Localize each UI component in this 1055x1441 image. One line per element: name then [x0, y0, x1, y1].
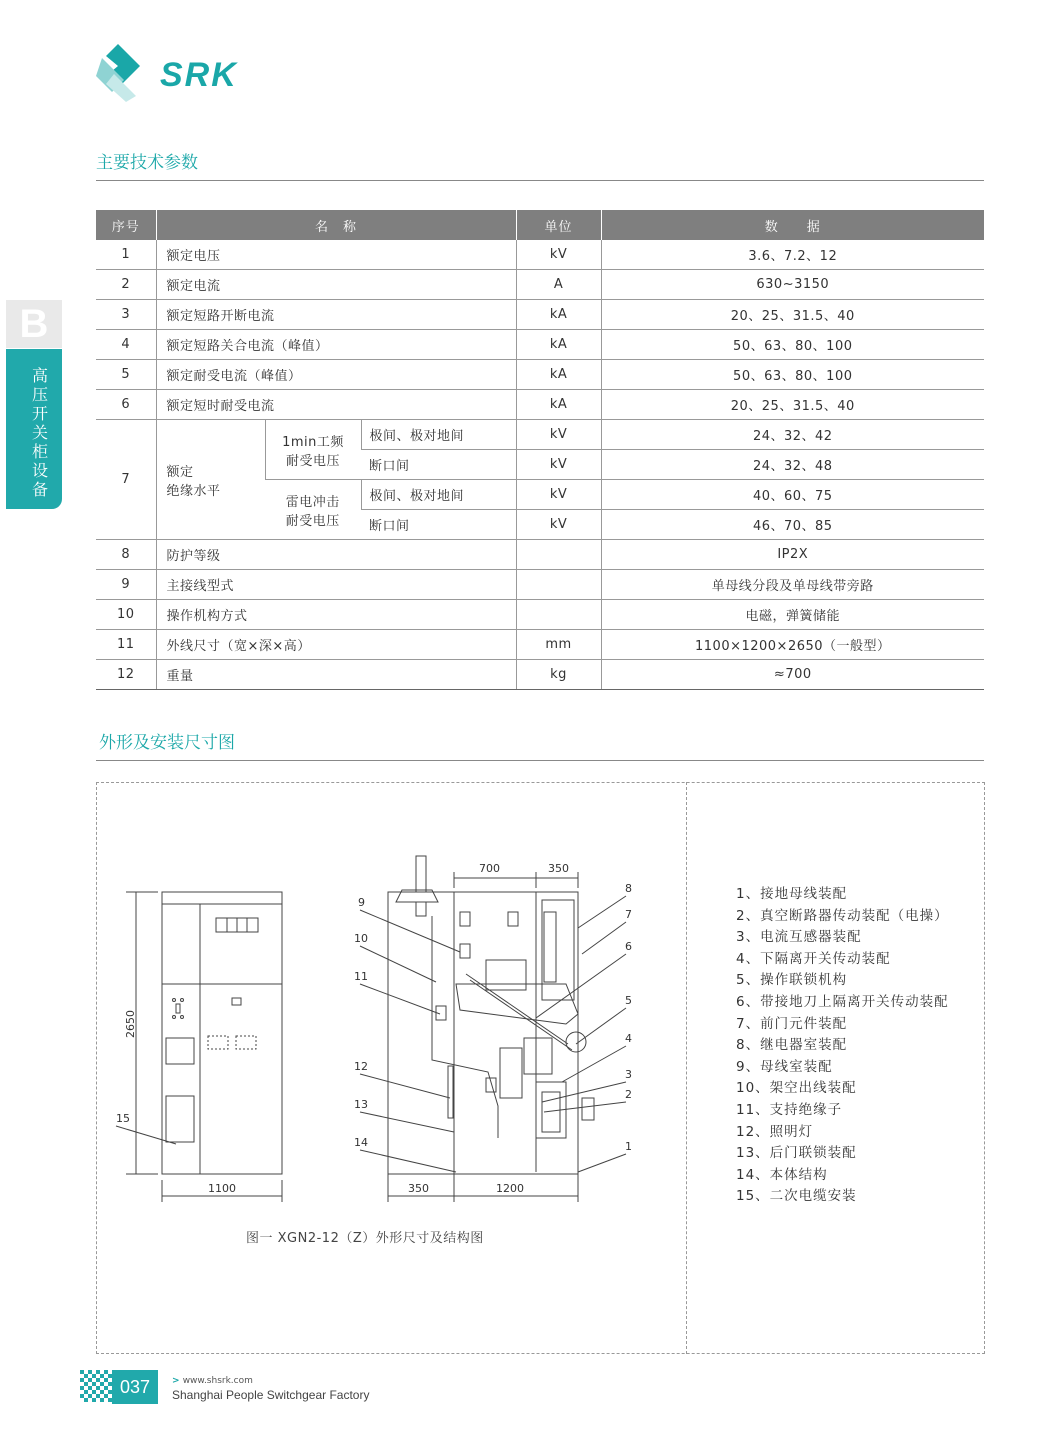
cell-no: 8: [96, 540, 156, 570]
callout-2: 2: [625, 1088, 632, 1101]
cell-sub-label: 断口间: [361, 510, 516, 540]
header-no: 序号: [96, 210, 156, 240]
list-item: 9、母线室装配: [736, 1058, 833, 1075]
header-name: 名 称: [156, 210, 516, 240]
cabinet-drawing: [96, 782, 686, 1222]
cell-unit: mm: [516, 630, 601, 660]
cell-value: 单母线分段及单母线带旁路: [601, 570, 984, 600]
cell-unit: kV: [516, 420, 601, 450]
list-item: 7、前门元件装配: [736, 1015, 848, 1032]
table-row: [96, 420, 984, 450]
table-row: [96, 300, 984, 330]
cell-name: 额定短时耐受电流: [156, 390, 516, 420]
cell-value: 630~3150: [601, 270, 984, 300]
cell-value: 24、32、42: [601, 420, 984, 450]
front-window-upper: [166, 1038, 194, 1064]
section-title-specs: 主要技术参数: [96, 153, 198, 173]
cell-unit: kV: [516, 480, 601, 510]
table-row: [96, 570, 984, 600]
section-title-dimensions: 外形及安装尺寸图: [99, 733, 235, 753]
group1-line2: 耐受电压: [285, 453, 340, 469]
cell-unit: kg: [516, 660, 601, 690]
cell-group: [265, 420, 361, 480]
cell-sub-label: 极间、极对地间: [361, 480, 516, 510]
callout-1: 1: [625, 1140, 632, 1153]
arrow-icon: >: [172, 1376, 183, 1386]
cell-value: 3.6、7.2、12: [601, 240, 984, 270]
cell-unit: A: [516, 270, 601, 300]
cell-name: 外线尺寸（宽×深×高）: [156, 630, 516, 660]
cell-name: 额定短路关合电流（峰值）: [156, 330, 516, 360]
callout-11: 11: [354, 970, 368, 983]
cell-unit: [516, 540, 601, 570]
callout-10: 10: [354, 932, 368, 945]
spec-table: [96, 210, 984, 690]
cell-value: 50、63、80、100: [601, 360, 984, 390]
cell-sub-label: 极间、极对地间: [361, 420, 516, 450]
table-row: [96, 540, 984, 570]
callout-8: 8: [625, 882, 632, 895]
row7-name-line1: 额定: [166, 464, 194, 480]
callout-6: 6: [625, 940, 632, 953]
list-item: 8、继电器室装配: [736, 1037, 848, 1054]
side-tab-letter: B: [6, 300, 62, 348]
cell-no: 6: [96, 390, 156, 420]
footer-pattern-icon: [80, 1370, 112, 1404]
list-item: 14、本体结构: [736, 1166, 828, 1183]
callout-5: 5: [625, 994, 632, 1007]
page-number: 037: [112, 1370, 158, 1404]
cell-no: 4: [96, 330, 156, 360]
group2-line2: 耐受电压: [285, 513, 340, 529]
callout-9: 9: [358, 896, 365, 909]
list-item: 4、下隔离开关传动装配: [736, 950, 891, 967]
cell-no: 11: [96, 630, 156, 660]
table-row: [96, 390, 984, 420]
cell-name: 防护等级: [156, 540, 516, 570]
front-window-lower: [166, 1096, 194, 1142]
parts-list: [736, 884, 949, 1208]
section-divider: [96, 180, 984, 181]
table-row: [96, 240, 984, 270]
brand-logo-text: SRK: [160, 56, 238, 94]
cell-no: 12: [96, 660, 156, 690]
callout-7: 7: [625, 908, 632, 921]
cell-no: 2: [96, 270, 156, 300]
table-row: [96, 600, 984, 630]
logo-mark: [96, 44, 156, 102]
cell-unit: kA: [516, 360, 601, 390]
callout-13: 13: [354, 1098, 368, 1111]
cell-unit: [516, 570, 601, 600]
table-row: [96, 630, 984, 660]
cell-value: 20、25、31.5、40: [601, 300, 984, 330]
table-header-row: [96, 210, 984, 240]
list-item: 3、电流互感器装配: [736, 929, 862, 946]
footer-url: [172, 1376, 253, 1386]
cell-value: 1100×1200×2650（一般型）: [601, 630, 984, 660]
list-item: 12、照明灯: [736, 1123, 814, 1140]
cell-unit: [516, 600, 601, 630]
footer-url-text: www.shsrk.com: [182, 1376, 253, 1386]
cell-name: 额定电流: [156, 270, 516, 300]
cell-value: ≈700: [601, 660, 984, 690]
cell-value: 24、32、48: [601, 450, 984, 480]
front-indicator: [232, 998, 241, 1005]
list-item: 1、接地母线装配: [736, 886, 848, 902]
callout-3: 3: [625, 1068, 632, 1081]
cell-unit: kV: [516, 240, 601, 270]
cell-no: 10: [96, 600, 156, 630]
dim-front-height: 2650: [124, 1010, 137, 1038]
callout-12: 12: [354, 1060, 368, 1073]
cell-value: 20、25、31.5、40: [601, 390, 984, 420]
dim-side-bottom-a: 350: [408, 1182, 429, 1195]
header-unit: 单位: [516, 210, 601, 240]
front-cabinet-outline: [162, 892, 282, 1174]
callout-4: 4: [625, 1032, 632, 1045]
dim-side-bottom-b: 1200: [496, 1182, 524, 1195]
cell-no: 7: [96, 420, 156, 540]
cell-value: 50、63、80、100: [601, 330, 984, 360]
cell-no: 3: [96, 300, 156, 330]
header-value: 数 据: [601, 210, 984, 240]
cell-unit: kV: [516, 510, 601, 540]
table-row: [96, 660, 984, 690]
list-item: 5、操作联锁机构: [736, 972, 848, 989]
cell-name: 额定电压: [156, 240, 516, 270]
cell-value: 电磁，弹簧储能: [601, 600, 984, 630]
cell-name: 操作机构方式: [156, 600, 516, 630]
list-item: 13、后门联锁装配: [736, 1145, 857, 1162]
section-divider: [96, 760, 984, 761]
dim-front-width: 1100: [208, 1182, 236, 1195]
dim-side-top-a: 700: [479, 862, 500, 875]
list-item: 11、支持绝缘子: [736, 1101, 843, 1118]
callout-15: 15: [116, 1112, 130, 1125]
cell-no: 5: [96, 360, 156, 390]
cell-name: 额定短路开断电流: [156, 300, 516, 330]
cell-sub-label: 断口间: [361, 450, 516, 480]
cell-name: 重量: [156, 660, 516, 690]
cell-name: 主接线型式: [156, 570, 516, 600]
side-tab-text: 高压开关柜设备: [31, 366, 48, 499]
cell-unit: kV: [516, 450, 601, 480]
callout-14: 14: [354, 1136, 368, 1149]
cell-no: 1: [96, 240, 156, 270]
cell-group: [265, 480, 361, 540]
group2-line1: 雷电冲击: [285, 494, 340, 510]
cell-no: 9: [96, 570, 156, 600]
list-item: 10、架空出线装配: [736, 1080, 857, 1097]
cell-value: IP2X: [601, 540, 984, 570]
cell-unit: kA: [516, 390, 601, 420]
figure-separator: [686, 782, 687, 1354]
row7-name-line2: 绝缘水平: [166, 483, 221, 499]
dim-side-top-b: 350: [548, 862, 569, 875]
side-bushing: [416, 856, 426, 892]
cell-name: 额定耐受电流（峰值）: [156, 360, 516, 390]
group1-line1: 1min工频: [282, 434, 344, 450]
table-row: [96, 270, 984, 300]
list-item: 15、二次电缆安装: [736, 1188, 857, 1205]
cell-unit: kA: [516, 300, 601, 330]
cell-value: 46、70、85: [601, 510, 984, 540]
cell-name: [156, 420, 265, 540]
list-item: 6、带接地刀上隔离开关传动装配: [736, 993, 949, 1010]
cell-unit: kA: [516, 330, 601, 360]
footer-factory: Shanghai People Switchgear Factory: [172, 1388, 370, 1402]
table-row: [96, 330, 984, 360]
list-item: 2、真空断路器传动装配（电操）: [736, 907, 949, 924]
cell-value: 40、60、75: [601, 480, 984, 510]
figure-caption: 图一 XGN2-12（Z）外形尺寸及结构图: [246, 1231, 484, 1246]
table-row: [96, 360, 984, 390]
